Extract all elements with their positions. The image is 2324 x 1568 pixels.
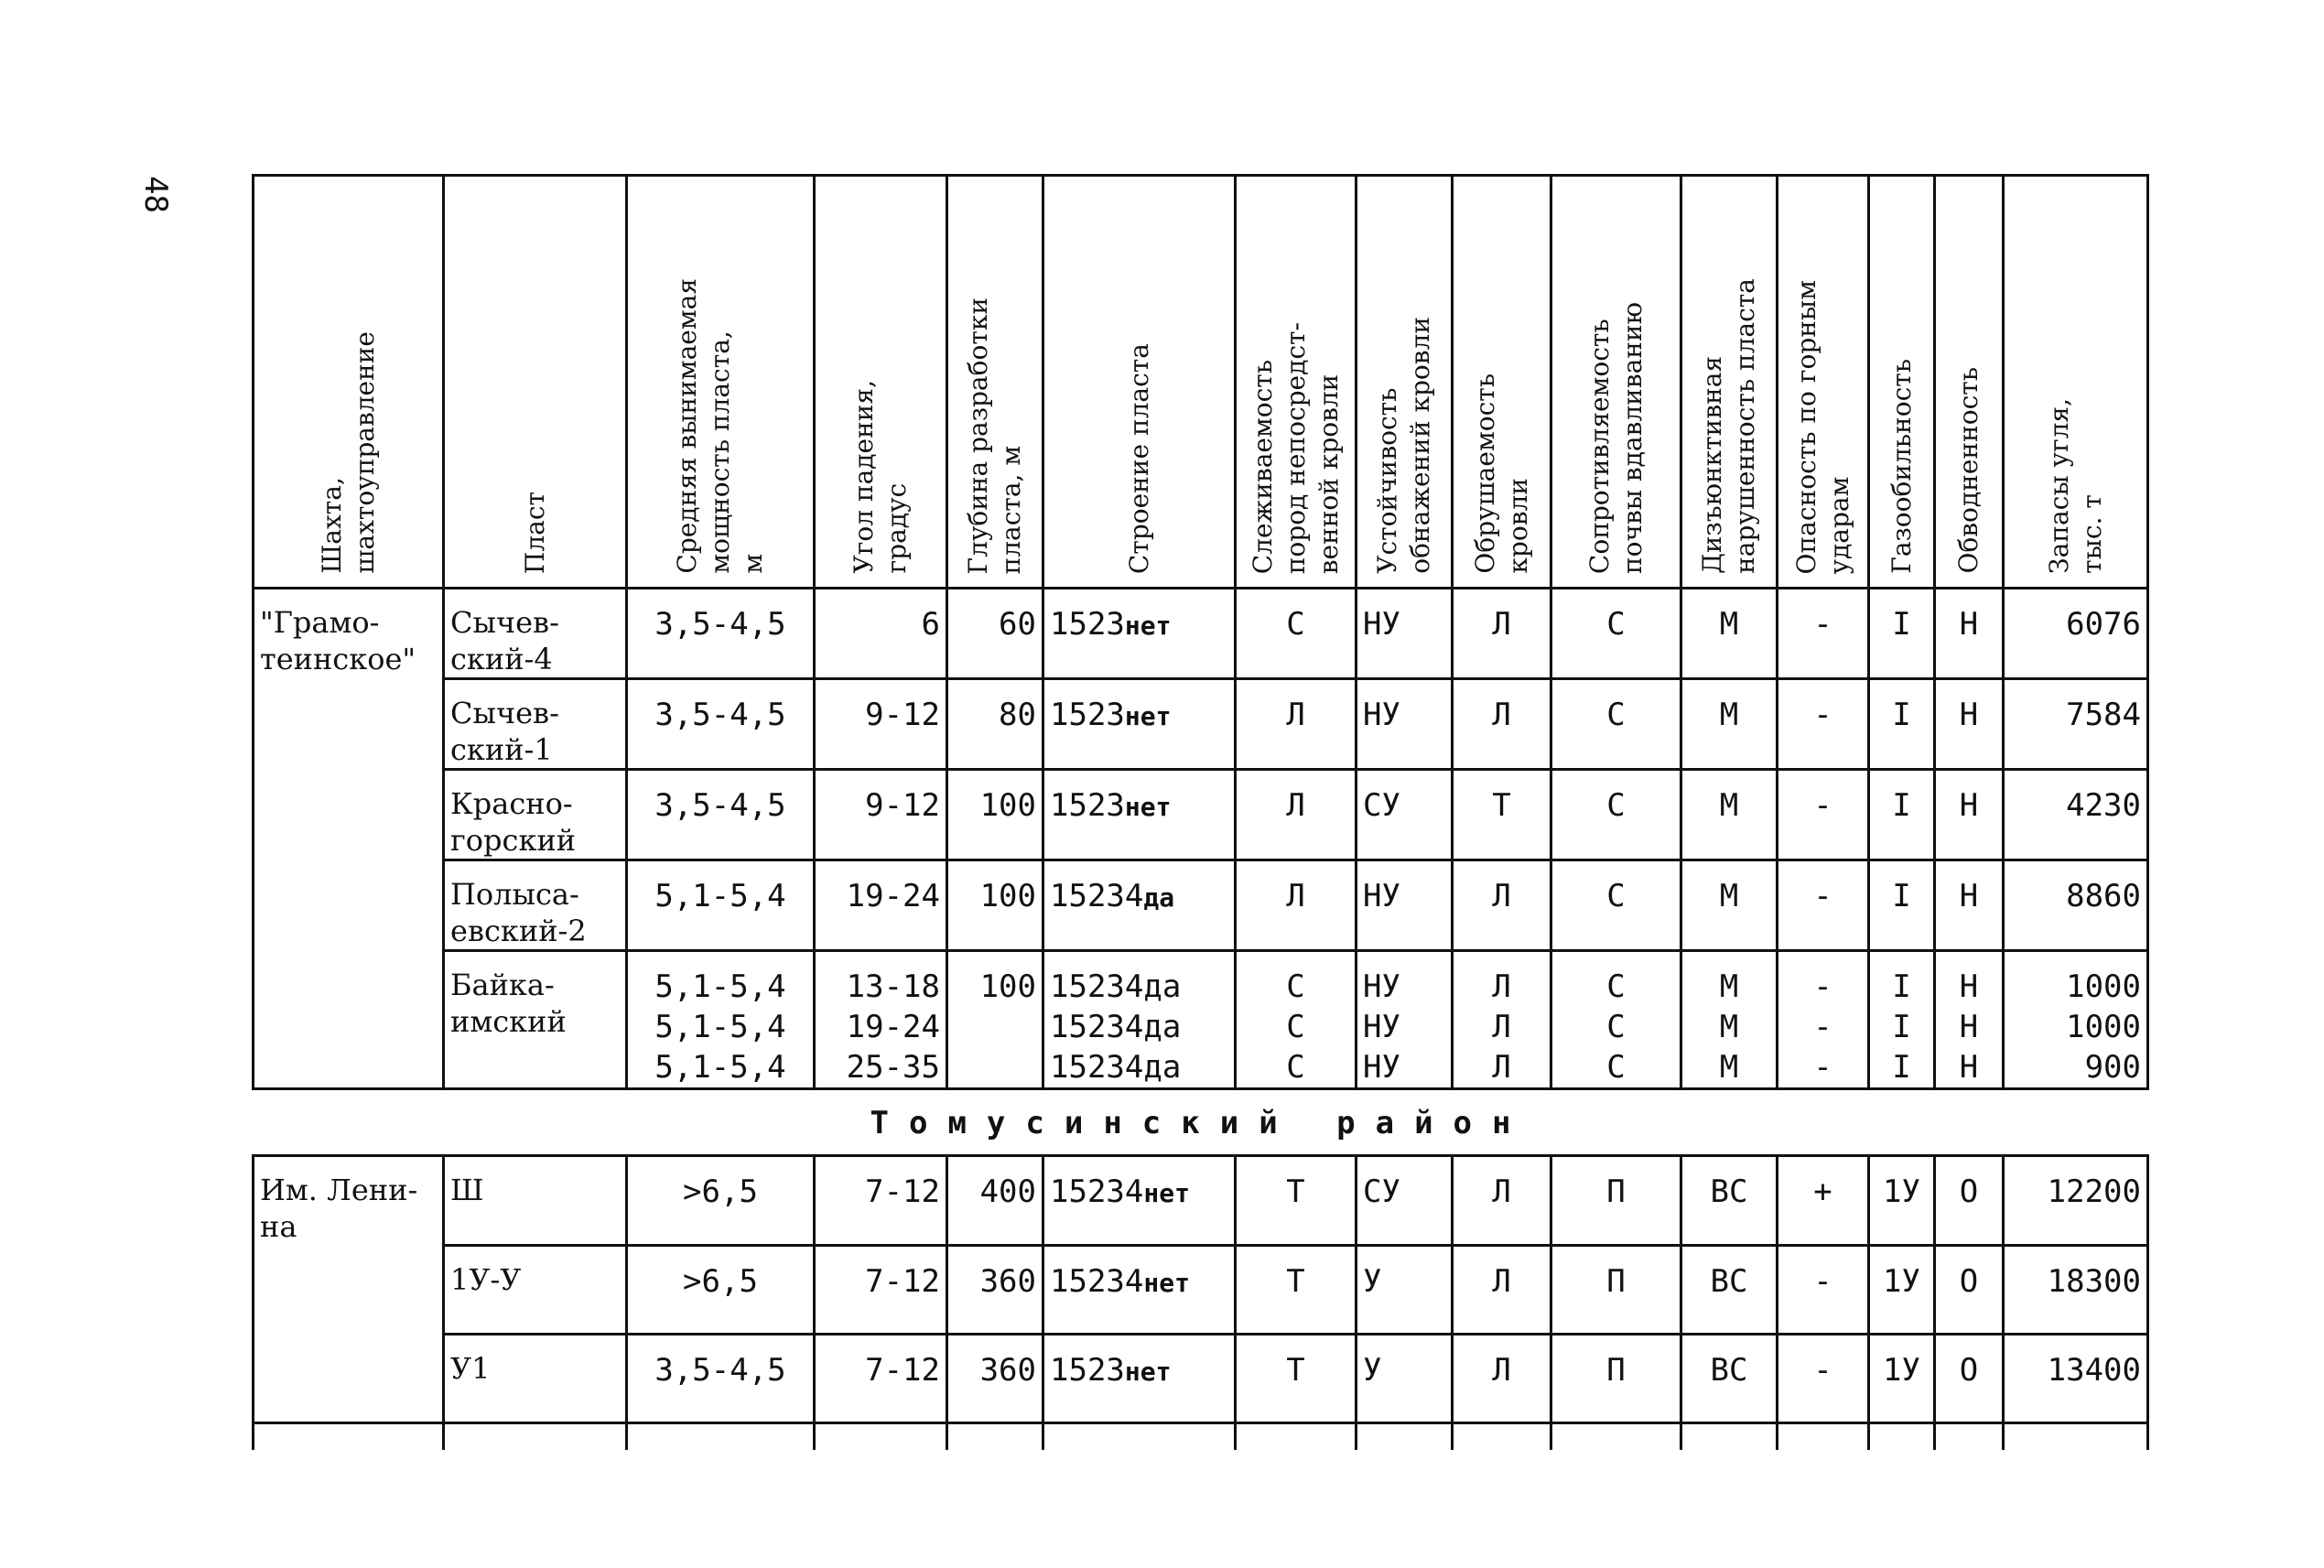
stability-cell: У	[1357, 1334, 1453, 1422]
data-table-wrap	[252, 174, 2146, 1450]
continuation-cell	[815, 1422, 947, 1450]
gas-cell: 1У	[1869, 1245, 1935, 1334]
structure-code: 1523	[1050, 1351, 1125, 1389]
column-header-label: Обводненность	[1953, 367, 1984, 574]
table-body	[254, 589, 2148, 1450]
table-row	[254, 589, 2148, 679]
column-header-label: Угол падения, градус	[849, 380, 912, 574]
column-header	[947, 176, 1043, 589]
structure-cell	[1043, 770, 1236, 860]
caking-cell: Л	[1236, 770, 1357, 860]
column-header	[1357, 176, 1453, 589]
burst-hazard-cell: - - -	[1778, 951, 1869, 1089]
angle-cell: 9-12	[815, 770, 947, 860]
depth-cell: 60	[947, 589, 1043, 679]
continuation-cell	[2004, 1422, 2148, 1450]
continuation-cell	[1357, 1422, 1453, 1450]
gas-cell: I	[1869, 589, 1935, 679]
table-row	[254, 1334, 2148, 1422]
stability-cell: СУ	[1357, 1156, 1453, 1246]
burst-hazard-cell: -	[1778, 860, 1869, 951]
disjunctive-cell: ВС	[1681, 1156, 1778, 1246]
collapse-cell: Л	[1453, 679, 1551, 770]
table-row	[254, 679, 2148, 770]
gas-cell: I	[1869, 770, 1935, 860]
burst-hazard-cell: -	[1778, 679, 1869, 770]
continuation-cell	[627, 1422, 815, 1450]
reserves-cell: 8860	[2004, 860, 2148, 951]
structure-code: 15234	[1050, 1173, 1144, 1210]
resistance-cell: П	[1551, 1156, 1681, 1246]
stability-cell: НУ	[1357, 860, 1453, 951]
gas-cell: I I I	[1869, 951, 1935, 1089]
structure-cell: 15234да 15234да 15234да	[1043, 951, 1236, 1089]
resistance-cell: С С С	[1551, 951, 1681, 1089]
coal-seam-table	[252, 174, 2149, 1450]
table-row	[254, 1156, 2148, 1246]
angle-cell: 19-24	[815, 860, 947, 951]
depth-cell: 80	[947, 679, 1043, 770]
column-header	[2004, 176, 2148, 589]
column-header	[1551, 176, 1681, 589]
burst-hazard-cell: -	[1778, 1245, 1869, 1334]
structure-suffix: нет	[1143, 1267, 1190, 1298]
burst-hazard-cell: -	[1778, 770, 1869, 860]
seam-cell: Красно- горский	[444, 770, 627, 860]
seam-cell: Ш	[444, 1156, 627, 1246]
water-cell: Н	[1935, 770, 2004, 860]
depth-cell: 100	[947, 770, 1043, 860]
column-header-label: Пласт	[519, 491, 550, 574]
disjunctive-cell: М	[1681, 589, 1778, 679]
region-row	[254, 1089, 2148, 1156]
collapse-cell: Л Л Л	[1453, 951, 1551, 1089]
structure-suffix: да	[1143, 882, 1175, 913]
column-header	[254, 176, 444, 589]
mine-cell: "Грамо- теинское"	[254, 589, 444, 679]
structure-suffix: нет	[1124, 1356, 1172, 1387]
depth-cell: 360	[947, 1245, 1043, 1334]
structure-code: 1523	[1050, 697, 1125, 733]
reserves-cell: 1000 1000 900	[2004, 951, 2148, 1089]
structure-cell	[1043, 589, 1236, 679]
burst-hazard-cell: -	[1778, 589, 1869, 679]
thickness-cell: >6,5	[627, 1156, 815, 1246]
continuation-cell	[1453, 1422, 1551, 1450]
water-cell: Н Н Н	[1935, 951, 2004, 1089]
continuation-cell	[1869, 1422, 1935, 1450]
region-title: Томусинский район	[254, 1089, 2148, 1156]
stability-cell: У	[1357, 1245, 1453, 1334]
reserves-cell: 7584	[2004, 679, 2148, 770]
thickness-cell: 5,1-5,4 5,1-5,4 5,1-5,4	[627, 951, 815, 1089]
table-row	[254, 1245, 2148, 1334]
continuation-cell	[1236, 1422, 1357, 1450]
column-header-label: Средняя вынимаемая мощность пласта, м	[672, 278, 768, 574]
angle-cell: 7-12	[815, 1245, 947, 1334]
column-header-label: Шахта, шахтоуправление	[316, 331, 380, 574]
reserves-cell: 12200	[2004, 1156, 2148, 1246]
column-header	[815, 176, 947, 589]
mine-cell	[254, 1334, 444, 1422]
thickness-cell: 3,5-4,5	[627, 679, 815, 770]
column-header	[1869, 176, 1935, 589]
continuation-cell	[1043, 1422, 1236, 1450]
depth-cell: 100	[947, 860, 1043, 951]
mine-cell	[254, 679, 444, 770]
column-header	[1043, 176, 1236, 589]
resistance-cell: С	[1551, 770, 1681, 860]
column-header	[444, 176, 627, 589]
column-header	[1681, 176, 1778, 589]
column-header-label: Устойчивость обнажений кровли	[1372, 317, 1435, 574]
water-cell: Н	[1935, 679, 2004, 770]
mine-cell	[254, 951, 444, 1089]
continuation-cell	[444, 1422, 627, 1450]
reserves-cell: 6076	[2004, 589, 2148, 679]
column-header	[1778, 176, 1869, 589]
thickness-cell: 3,5-4,5	[627, 589, 815, 679]
gas-cell: 1У	[1869, 1334, 1935, 1422]
disjunctive-cell: М	[1681, 860, 1778, 951]
column-header-label: Опасность по горным ударам	[1790, 279, 1854, 574]
column-header	[1935, 176, 2004, 589]
mine-cell	[254, 860, 444, 951]
collapse-cell: Л	[1453, 860, 1551, 951]
disjunctive-cell: ВС	[1681, 1245, 1778, 1334]
water-cell: Н	[1935, 589, 2004, 679]
stability-cell: НУ НУ НУ	[1357, 951, 1453, 1089]
caking-cell: Л	[1236, 860, 1357, 951]
column-header-label: Сопротивляемость почвы вдавливанию	[1584, 301, 1648, 574]
thickness-cell: 5,1-5,4	[627, 860, 815, 951]
collapse-cell: Л	[1453, 589, 1551, 679]
continuation-cell	[254, 1422, 444, 1450]
angle-cell: 13-18 19-24 25-35	[815, 951, 947, 1089]
angle-cell: 7-12	[815, 1334, 947, 1422]
angle-cell: 9-12	[815, 679, 947, 770]
seam-cell: Сычев- ский-1	[444, 679, 627, 770]
structure-suffix: нет	[1124, 792, 1172, 822]
continuation-cell	[947, 1422, 1043, 1450]
disjunctive-cell: ВС	[1681, 1334, 1778, 1422]
disjunctive-cell: М	[1681, 770, 1778, 860]
water-cell: Н	[1935, 860, 2004, 951]
collapse-cell: Л	[1453, 1334, 1551, 1422]
structure-cell	[1043, 679, 1236, 770]
structure-cell	[1043, 1245, 1236, 1334]
depth-cell: 400	[947, 1156, 1043, 1246]
disjunctive-cell: М	[1681, 679, 1778, 770]
caking-cell: Т	[1236, 1156, 1357, 1246]
structure-cell	[1043, 1334, 1236, 1422]
column-header-label: Глубина разработки пласта, м	[963, 297, 1026, 574]
table-row	[254, 860, 2148, 951]
water-cell: О	[1935, 1334, 2004, 1422]
structure-suffix: нет	[1124, 611, 1172, 641]
continuation-cell	[1681, 1422, 1778, 1450]
resistance-cell: П	[1551, 1334, 1681, 1422]
column-header-label: Строение пласта	[1123, 342, 1154, 574]
angle-cell: 6	[815, 589, 947, 679]
column-header-label: Запасы угля, тыс. т	[2043, 398, 2107, 574]
column-header-label: Обрушаемость кровли	[1469, 373, 1533, 574]
collapse-cell: Л	[1453, 1156, 1551, 1246]
structure-cell	[1043, 860, 1236, 951]
table-row	[254, 951, 2148, 1089]
column-header-label: Газообильность	[1886, 359, 1917, 574]
structure-code: 15234	[1050, 878, 1144, 914]
thickness-cell: 3,5-4,5	[627, 770, 815, 860]
depth-cell: 100	[947, 951, 1043, 1089]
seam-cell: Байка- имский	[444, 951, 627, 1089]
stability-cell: НУ	[1357, 679, 1453, 770]
caking-cell: Л	[1236, 679, 1357, 770]
continuation-cell	[1935, 1422, 2004, 1450]
header-row	[254, 176, 2148, 589]
structure-suffix: нет	[1124, 701, 1172, 731]
mine-cell: Им. Лени- на	[254, 1156, 444, 1246]
page-number: 48	[137, 176, 174, 213]
column-header	[1453, 176, 1551, 589]
structure-code: 15234	[1050, 1262, 1144, 1300]
reserves-cell: 18300	[2004, 1245, 2148, 1334]
structure-suffix: нет	[1143, 1178, 1190, 1208]
resistance-cell: П	[1551, 1245, 1681, 1334]
caking-cell: С	[1236, 589, 1357, 679]
reserves-cell: 13400	[2004, 1334, 2148, 1422]
caking-cell: Т	[1236, 1245, 1357, 1334]
depth-cell: 360	[947, 1334, 1043, 1422]
burst-hazard-cell: -	[1778, 1334, 1869, 1422]
structure-code: 1523	[1050, 606, 1125, 643]
collapse-cell: Л	[1453, 1245, 1551, 1334]
gas-cell: I	[1869, 860, 1935, 951]
stability-cell: СУ	[1357, 770, 1453, 860]
water-cell: О	[1935, 1156, 2004, 1246]
burst-hazard-cell: +	[1778, 1156, 1869, 1246]
collapse-cell: Т	[1453, 770, 1551, 860]
column-header	[1236, 176, 1357, 589]
column-header-label: Дизъюнктивная нарушенность пласта	[1697, 278, 1760, 574]
resistance-cell: С	[1551, 679, 1681, 770]
seam-cell: Сычев- ский-4	[444, 589, 627, 679]
seam-cell: Полыса- евский-2	[444, 860, 627, 951]
continuation-cell	[1551, 1422, 1681, 1450]
structure-code: 1523	[1050, 787, 1125, 824]
continuation-cell	[1778, 1422, 1869, 1450]
resistance-cell: С	[1551, 589, 1681, 679]
seam-cell: У1	[444, 1334, 627, 1422]
gas-cell: I	[1869, 679, 1935, 770]
table-row	[254, 770, 2148, 860]
mine-cell	[254, 1245, 444, 1334]
column-header-label: Слеживаемость пород непосредст- венной кровли	[1247, 321, 1344, 574]
caking-cell: Т	[1236, 1334, 1357, 1422]
angle-cell: 7-12	[815, 1156, 947, 1246]
gas-cell: 1У	[1869, 1156, 1935, 1246]
stability-cell: НУ	[1357, 589, 1453, 679]
seam-cell: 1У-У	[444, 1245, 627, 1334]
structure-cell	[1043, 1156, 1236, 1246]
reserves-cell: 4230	[2004, 770, 2148, 860]
thickness-cell: >6,5	[627, 1245, 815, 1334]
continuation-row	[254, 1422, 2148, 1450]
caking-cell: С С С	[1236, 951, 1357, 1089]
thickness-cell: 3,5-4,5	[627, 1334, 815, 1422]
column-header	[627, 176, 815, 589]
resistance-cell: С	[1551, 860, 1681, 951]
disjunctive-cell: М М М	[1681, 951, 1778, 1089]
mine-cell	[254, 770, 444, 860]
water-cell: О	[1935, 1245, 2004, 1334]
